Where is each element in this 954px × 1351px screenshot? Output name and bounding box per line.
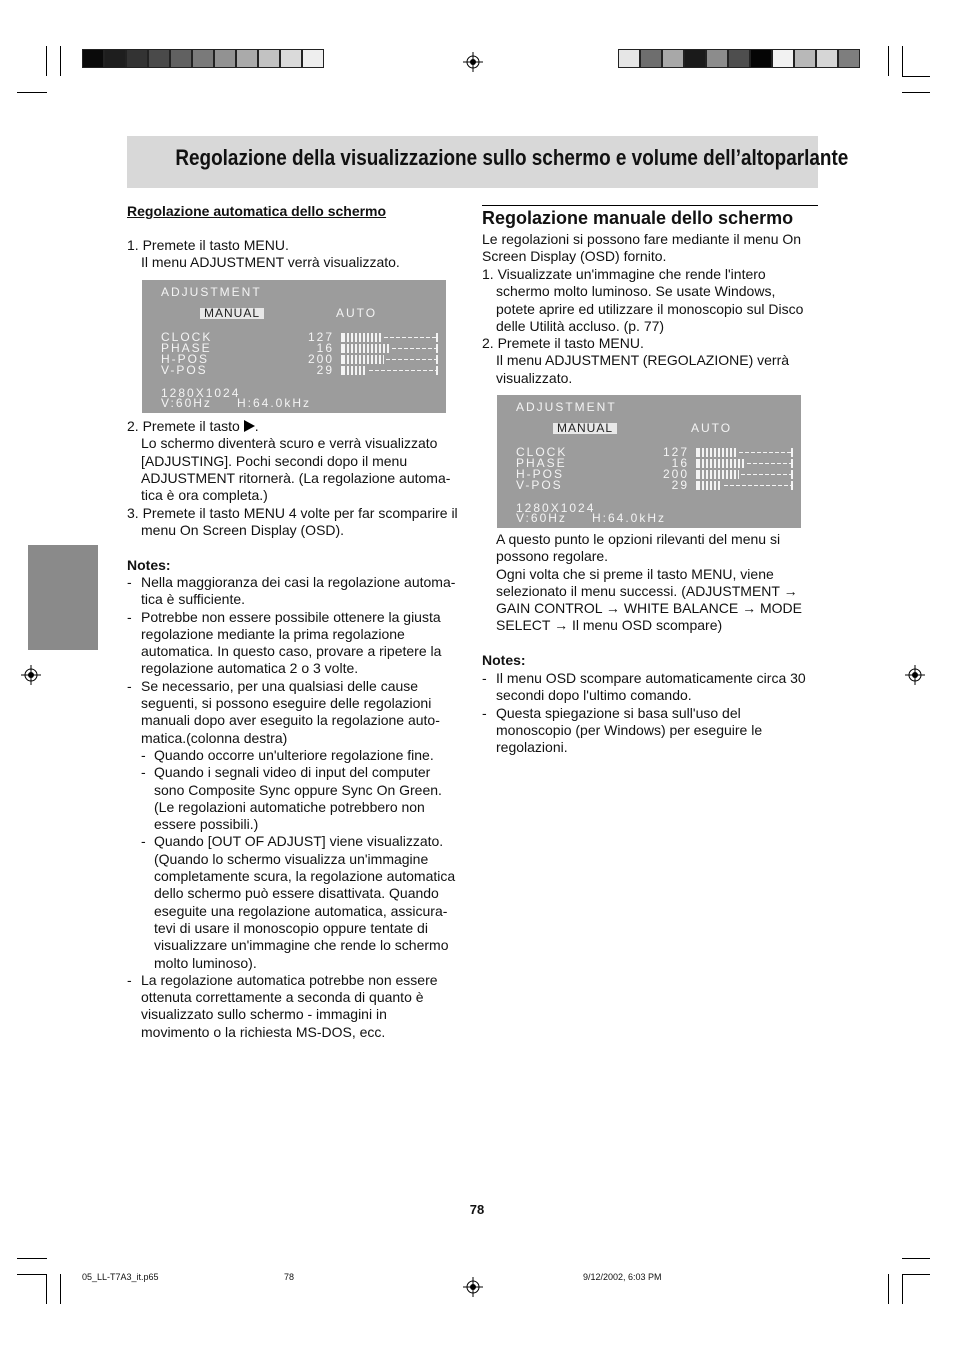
list-item: - Nella maggioranza dei casi la regolazione automa- tica è sufficiente. bbox=[127, 574, 456, 608]
footer-page: 78 bbox=[284, 1272, 295, 1282]
osd-level-bar bbox=[341, 344, 438, 353]
osd-row-value: 127 bbox=[307, 330, 334, 344]
list-item: - Quando i segnali video di input del computer sono Composite Sync oppure Sync On Green. (Le regolazioni automatiche potrebbero non essere possibili.) bbox=[141, 764, 442, 833]
auto-step-3: 3. Premete il tasto MENU 4 volte per far scomparire il menu On Screen Display (OSD). bbox=[127, 505, 458, 539]
crop-mark bbox=[902, 1258, 930, 1259]
crop-mark bbox=[902, 76, 930, 77]
osd-row-label: CLOCK bbox=[516, 445, 568, 459]
crop-mark bbox=[17, 1274, 47, 1275]
manual-intro: Le regolazioni si possono fare mediante il menu On Screen Display (OSD) fornito. bbox=[482, 231, 802, 265]
section-heading-manual: Regolazione manuale dello schermo bbox=[482, 208, 794, 228]
osd-level-bar bbox=[696, 448, 793, 457]
notes-list bbox=[127, 574, 472, 1041]
osd-resolution: 1280X1024 bbox=[516, 501, 596, 515]
osd-level-bar bbox=[341, 355, 438, 364]
play-triangle-icon bbox=[244, 420, 255, 432]
notes-heading: Notes: bbox=[127, 557, 171, 573]
footer-date: 9/12/2002, 6:03 PM bbox=[583, 1272, 662, 1282]
osd-level-bar bbox=[341, 333, 438, 342]
list-item: - Il menu OSD scompare automaticamente circa 30 secondi dopo l'ultimo comando. bbox=[482, 670, 806, 704]
osd-title: ADJUSTMENT bbox=[516, 400, 617, 414]
crop-mark bbox=[17, 1258, 47, 1259]
osd-row-label: V-POS bbox=[516, 478, 563, 492]
osd-auto-label: AUTO bbox=[691, 421, 733, 435]
registration-mark-icon bbox=[463, 1277, 483, 1297]
color-bar-right bbox=[618, 49, 860, 68]
manual-step-2: 2. Premete il tasto MENU. Il menu ADJUSTMENT (REGOLAZIONE) verrà visualizzato. bbox=[482, 335, 790, 386]
crop-mark bbox=[902, 92, 930, 93]
crop-mark bbox=[902, 1274, 903, 1304]
registration-mark-icon bbox=[21, 665, 41, 685]
crop-mark bbox=[60, 1274, 61, 1304]
osd-row-value: 127 bbox=[662, 445, 689, 459]
osd-freq-v: V:60Hz bbox=[161, 396, 212, 410]
osd-row-label: PHASE bbox=[516, 456, 567, 470]
registration-mark-icon bbox=[463, 52, 483, 72]
osd-level-bar bbox=[696, 459, 793, 468]
osd-auto-label: AUTO bbox=[336, 306, 378, 320]
color-bar-left bbox=[82, 49, 324, 68]
osd-manual-label: MANUAL bbox=[200, 308, 264, 319]
osd-freq-v: V:60Hz bbox=[516, 511, 567, 525]
crop-mark bbox=[902, 1274, 930, 1275]
list-item: - Quando [OUT OF ADJUST] viene visualizzato. (Quando lo schermo visualizza un'immagine completamente scura, la regolazione automatica dello schermo può essere disattivata. Quando eseguite una regolazione automatica, assicura- tevi di usare il monoscopio oppure tentate di visualizzare un'immagine che rende lo schermo molto luminoso). bbox=[141, 833, 456, 971]
section-heading-auto: Regolazione automatica dello schermo bbox=[127, 203, 387, 219]
osd-screenshot bbox=[142, 280, 446, 413]
crop-mark bbox=[60, 46, 61, 76]
crop-mark bbox=[902, 46, 903, 76]
footer-file: 05_LL-T7A3_it.p65 bbox=[82, 1272, 159, 1282]
manual-after: A questo punto le opzioni rilevanti del menu si possono regolare. Ogni volta che si preme il tasto MENU, viene selezionato il menu successi. (ADJUSTMENT → GAIN CONTROL → WHITE BALANCE → MODE SELECT → Il menu OSD scompare) bbox=[496, 531, 802, 634]
registration-mark-icon bbox=[905, 665, 925, 685]
osd-row-value: 29 bbox=[316, 363, 334, 377]
section-rule bbox=[482, 205, 818, 206]
osd-freq-h: H:64.0kHz bbox=[237, 396, 312, 410]
side-tab bbox=[28, 545, 98, 650]
crop-mark bbox=[46, 1274, 47, 1304]
list-item: - Se necessario, per una qualsiasi delle cause seguenti, si possono eseguire delle regolazioni manuali dopo aver eseguito la regolazione auto- matica.(colonna destra) bbox=[127, 677, 440, 746]
osd-level-bar bbox=[341, 366, 438, 375]
osd-row-label: H-POS bbox=[161, 352, 210, 366]
osd-screenshot bbox=[497, 395, 801, 528]
crop-mark bbox=[888, 1274, 889, 1304]
crop-mark bbox=[17, 92, 47, 93]
crop-mark bbox=[888, 46, 889, 76]
osd-row-value: 200 bbox=[662, 467, 689, 481]
list-item: - La regolazione automatica potrebbe non essere ottenuta correttamente a seconda di quanto è visualizzato sullo schermo - immagini in movimento o la richiesta MS-DOS, ecc. bbox=[127, 971, 438, 1040]
osd-row-value: 16 bbox=[316, 341, 334, 355]
osd-title: ADJUSTMENT bbox=[161, 285, 262, 299]
osd-row-label: PHASE bbox=[161, 341, 212, 355]
osd-manual-label: MANUAL bbox=[553, 423, 617, 434]
osd-row-value: 29 bbox=[671, 478, 689, 492]
crop-mark bbox=[46, 46, 47, 76]
auto-step-1: 1. Premete il tasto MENU. Il menu ADJUSTMENT verrà visualizzato. bbox=[127, 237, 400, 271]
list-item: - Potrebbe non essere possibile ottenere la giusta regolazione mediante la prima regolazione automatica. In questo caso, provare a ripetere la regolazione automatica 2 o 3 volte. bbox=[127, 608, 442, 677]
manual-step-1: 1. Visualizzate un'immagine che rende l'intero schermo molto luminoso. Se usate Windows, potete aprire ed utilizzare il monoscopio sul Disco delle Utilità accluso. (p. 77) bbox=[482, 266, 804, 334]
notes-list bbox=[482, 670, 822, 756]
notes-heading: Notes: bbox=[482, 652, 526, 668]
osd-level-bar bbox=[696, 481, 793, 490]
osd-row-label: H-POS bbox=[516, 467, 565, 481]
page-number: 78 bbox=[469, 1202, 485, 1217]
osd-row-value: 200 bbox=[307, 352, 334, 366]
osd-freq-h: H:64.0kHz bbox=[592, 511, 667, 525]
osd-row-label: CLOCK bbox=[161, 330, 213, 344]
list-item: - Questa spiegazione si basa sull'uso del monoscopio (per Windows) per eseguire le regolazioni. bbox=[482, 704, 763, 756]
page-title: Regolazione della visualizzazione sullo schermo e volume dell’altoparlante bbox=[175, 145, 849, 170]
osd-level-bar bbox=[696, 470, 793, 479]
osd-resolution: 1280X1024 bbox=[161, 386, 241, 400]
list-item: - Quando occorre un'ulteriore regolazione fine. bbox=[141, 746, 434, 763]
osd-row-value: 16 bbox=[671, 456, 689, 470]
auto-step-2: 2. Premete il tasto . Lo schermo diventerà scuro e verrà visualizzato [ADJUSTING]. Pochi secondi dopo il menu ADJUSTMENT ritornerà. (La regolazione automa- tica è ora completa.) bbox=[127, 418, 451, 504]
osd-row-label: V-POS bbox=[161, 363, 208, 377]
